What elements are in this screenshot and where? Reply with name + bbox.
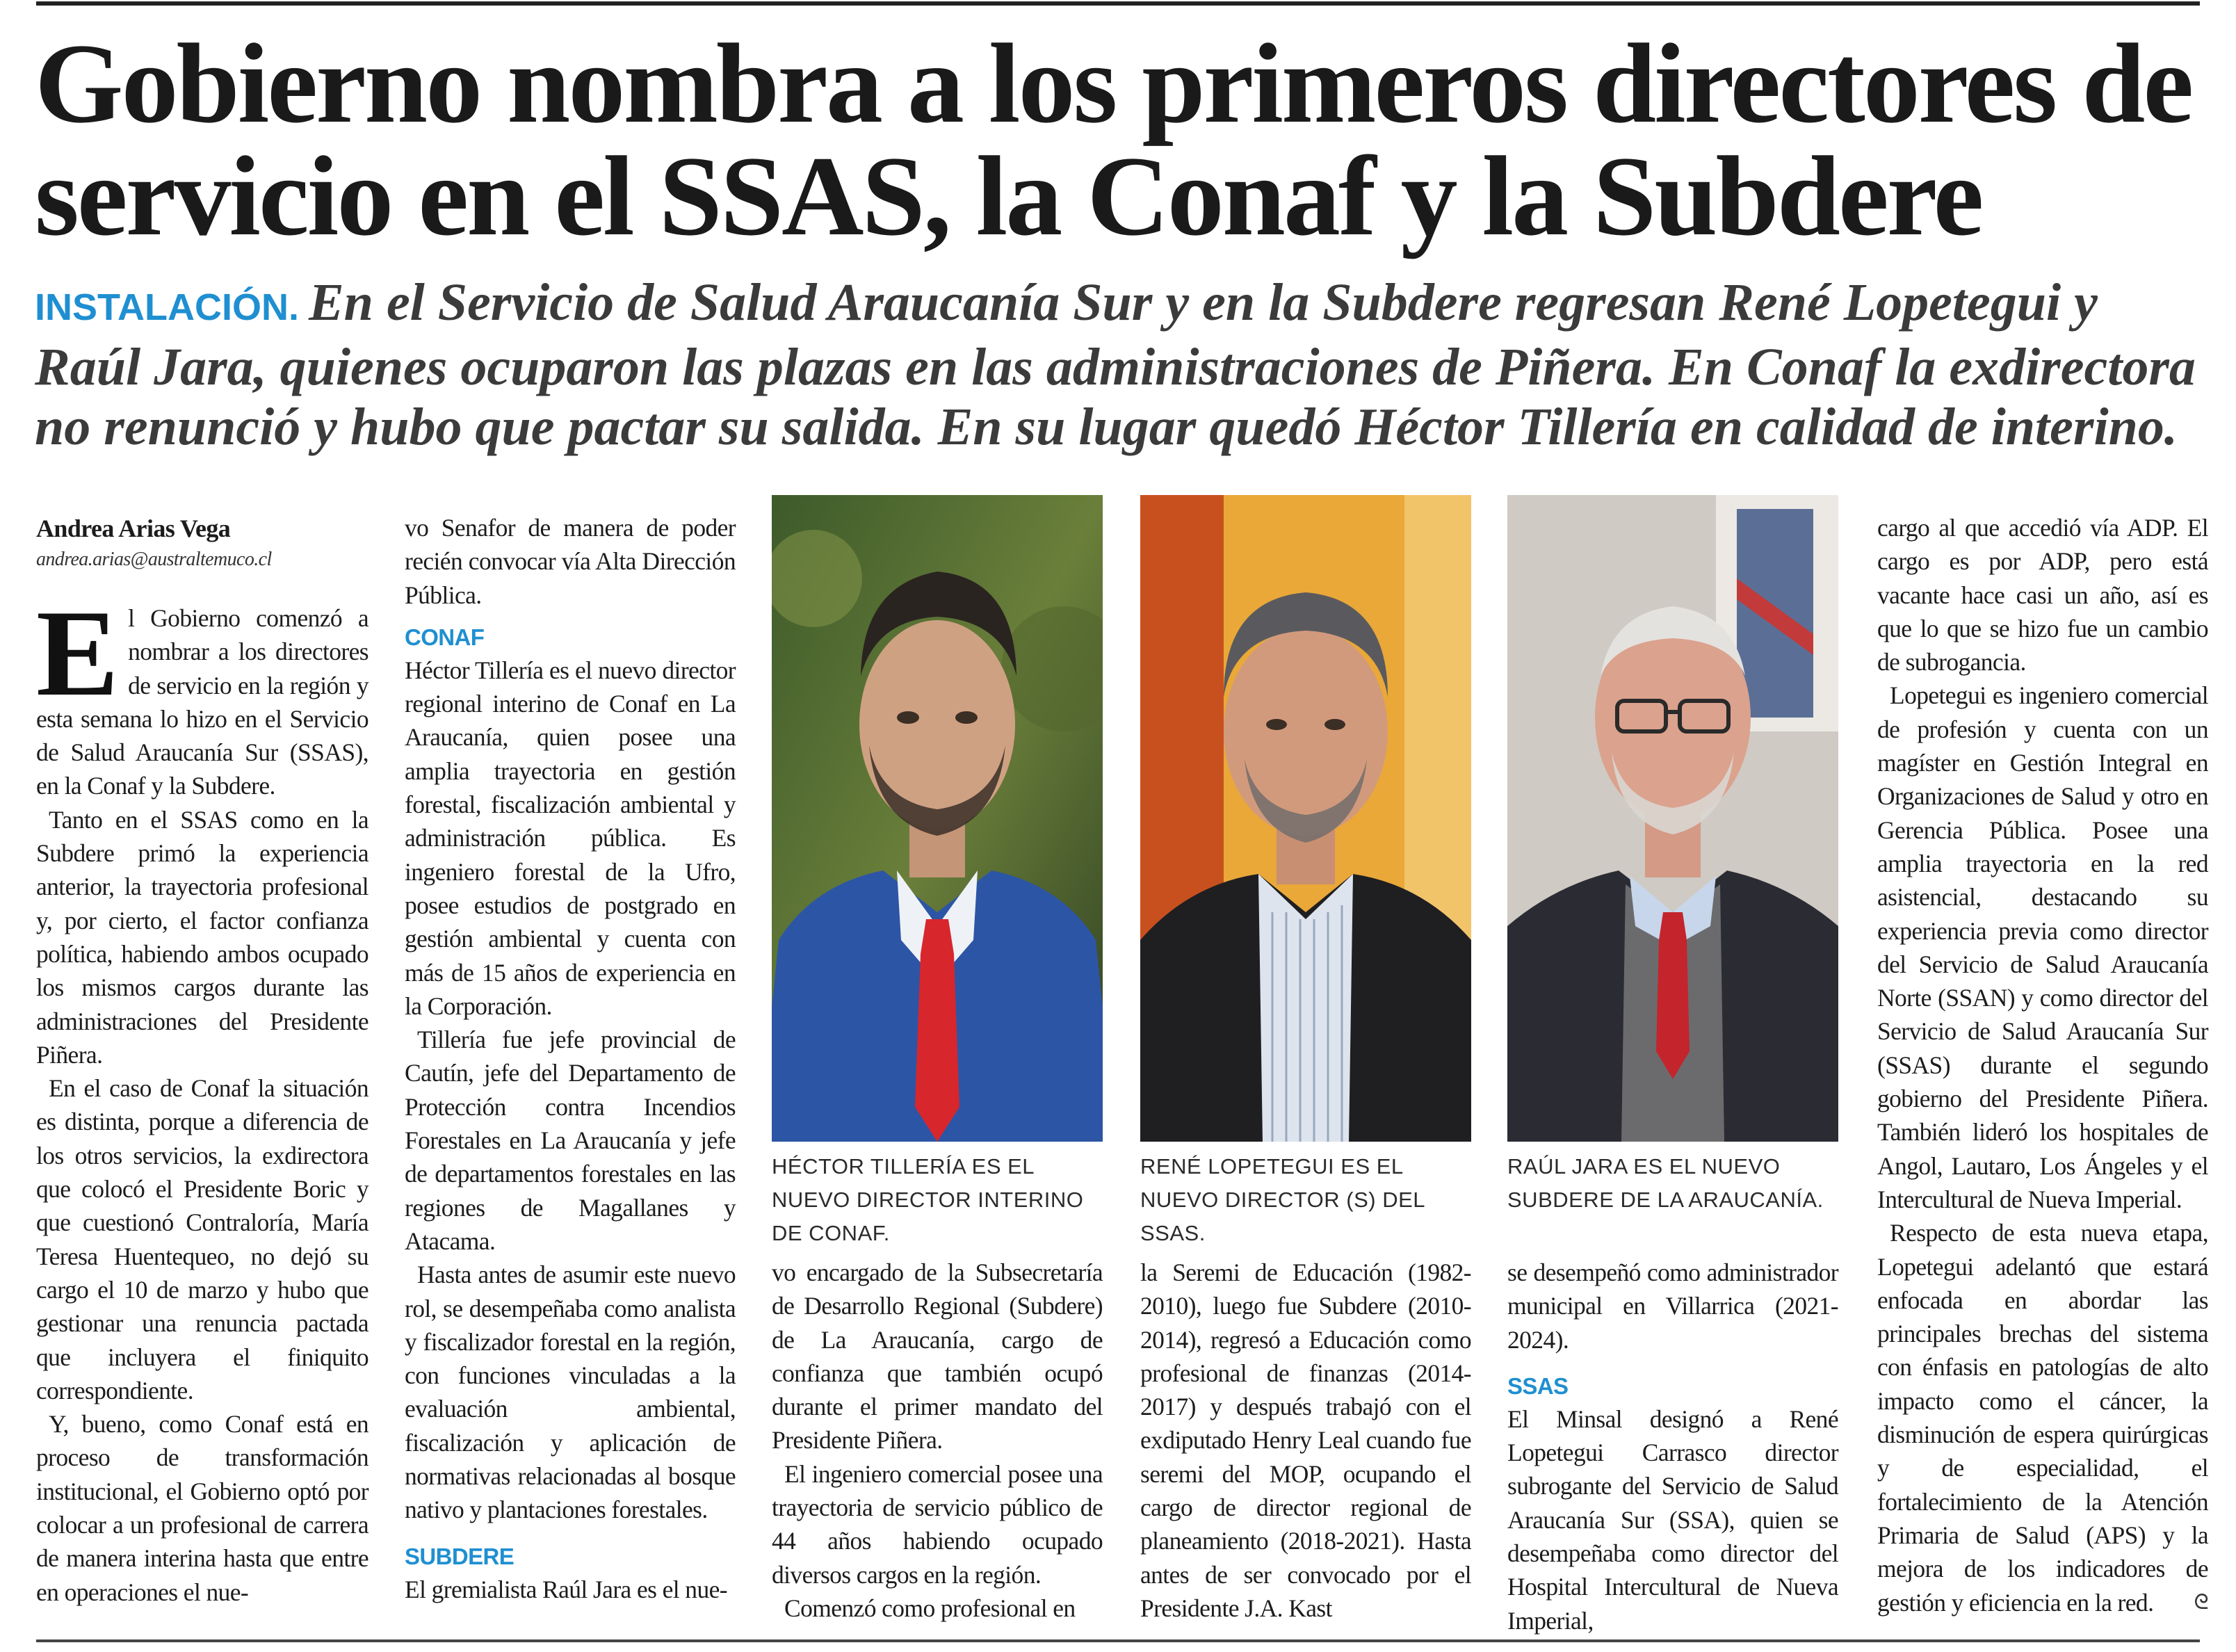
column-1 — [36, 511, 368, 1609]
col1-paragraph-2: Tanto en el SSAS como en la Subdere primó la experiencia anterior, la trayectoria profesional y, por cierto, el factor confianza política, habiendo ambos ocupado los mismos cargos durante las administraciones del Presidente Piñera. — [36, 805, 368, 1069]
dropcap: E — [36, 584, 119, 722]
deck — [35, 273, 2204, 457]
byline-email[interactable]: andrea.arias@australtemuco.cl — [36, 549, 272, 570]
caption-photo-3: RAÚL JARA ES EL NUEVO SUBDERE DE LA ARAUCANÍA. — [1507, 1154, 1824, 1212]
col2-paragraph-5: El gremialista Raúl Jara es el nue- — [405, 1575, 727, 1603]
col5-paragraph-1: se desempeñó como administrador municipal en Villarrica (2021-2024). — [1507, 1258, 1838, 1354]
photo-hector-tilleria — [772, 495, 1103, 1142]
col6-paragraph-2: Lopetegui es ingeniero comercial de profesión y cuenta con un magíster en Gestión Integral en Organizaciones de Salud y otro en Gerencia Pública. Posee una amplia trayectoria en la red asistencial, destacando su experiencia previa como director del Servicio de Salud Araucanía Norte (SSAN) y como director del Servicio de Salud Araucanía Sur (SSAS) durante el segundo gobierno del Presidente Piñera. También lideró los hospitales de Angol, Lautaro, Los Ángeles y el Intercultural de Nueva Imperial. — [1877, 681, 2208, 1213]
col4-paragraph-1: la Seremi de Educación (1982-2010), luego fue Subdere (2010-2014), regresó a Educación como profesional de finanzas (2014-2017) y después trabajó con el exdiputado Henry Leal cuando fue seremi del MOP, ocupando el cargo de director regional de planeamiento (2018-2021). Hasta antes de ser convocado por el Presidente J.A. Kast — [1140, 1258, 1471, 1622]
col3-paragraph-3: Comenzó como profesional en — [784, 1594, 1076, 1622]
subhead-subdere: SUBDERE — [405, 1543, 515, 1569]
column-5 — [1507, 1256, 1838, 1637]
byline-name: Andrea Arias Vega — [36, 515, 231, 542]
headline: Gobierno nombra a los primeros directores de servicio en el SSAS, la Conaf y la Subdere — [35, 21, 2192, 259]
col2-paragraph-2: Héctor Tillería es el nuevo director regional interino de Conaf en La Araucanía, quien posee una amplia trayectoria en gestión forestal, fiscalización ambiental y administración pública. Es ingeniero forestal de la Ufro, posee estudios de postgrado en gestión ambiental y cuenta con más de 15 años de experiencia en la Corporación. — [405, 656, 736, 1020]
subhead-ssas: SSAS — [1507, 1372, 1569, 1399]
col1-paragraph-4: Y, bueno, como Conaf está en proceso de transformación institucional, el Gobierno optó por colocar a un profesional de carrera de manera interina hasta que entre en operaciones el nue- — [36, 1410, 368, 1606]
portrait-2-illustration — [1140, 495, 1471, 1142]
photo-rene-lopetegui — [1140, 495, 1471, 1142]
bottom-rule — [36, 1639, 2200, 1642]
col2-paragraph-1: vo Senafor de manera de poder recién convocar vía Alta Dirección Pública. — [405, 514, 736, 609]
caption-photo-2: RENÉ LOPETEGUI ES EL NUEVO DIRECTOR (S) DEL SSAS. — [1140, 1154, 1425, 1245]
column-6 — [1877, 511, 2208, 1619]
photo-raul-jara — [1507, 495, 1838, 1142]
column-4 — [1140, 1256, 1471, 1625]
col3-paragraph-2: El ingeniero comercial posee una trayectoria de servicio público de 44 años habiendo ocupado diversos cargos en la región. — [772, 1459, 1103, 1589]
caption-photo-1: HÉCTOR TILLERÍA ES EL NUEVO DIRECTOR INTERINO DE CONAF. — [772, 1154, 1084, 1245]
col6-paragraph-3 — [1877, 1216, 2208, 1619]
col2-paragraph-3: Tillería fue jefe provincial de Cautín, jefe del Departamento de Protección contra Incendios Forestales en La Araucanía y jefe de departamentos forestales en las regiones de Magallanes y Atacama. — [405, 1026, 736, 1255]
col1-paragraph-3: En el caso de Conaf la situación es distinta, porque a diferencia de los otros servicios, la exdirectora que colocó el Presidente Boric y que cuestionó Contraloría, María Teresa Huentequeo, no dejó su cargo el 10 de marzo y hubo que gestionar una renuncia pactada que incluyera el finiquito correspondiente. — [36, 1074, 368, 1404]
subhead-conaf: CONAF — [405, 624, 485, 650]
top-rule — [36, 1, 2200, 6]
col1-paragraph-1: l Gobierno comenzó a nombrar a los directores de servicio en la región y esta semana lo hizo en el Servicio de Salud Araucanía Sur (SSAS), en la Conaf y la Subdere. — [36, 604, 368, 800]
portrait-1-illustration — [772, 495, 1103, 1142]
column-3 — [772, 1256, 1103, 1625]
end-mark-icon: ᘓ — [2194, 1590, 2208, 1614]
column-2 — [405, 511, 736, 1606]
col5-paragraph-2: El Minsal designó a René Lopetegui Carrasco director subrogante del Servicio de Salud Araucanía Sur (SSA), quien se desempeñaba como director del Hospital Intercultural de Nueva Imperial, — [1507, 1404, 1838, 1635]
col2-paragraph-4: Hasta antes de asumir este nuevo rol, se desempeñaba como analista y fiscalizador forestal en la región, con funciones vinculadas a la evaluación ambiental, fiscalización y aplicación de normativas relacionadas al bosque nativo y plantaciones forestales. — [405, 1261, 736, 1524]
deck-text: En el Servicio de Salud Araucanía Sur y en la Subdere regresan René Lopetegui y Raúl Jara, quienes ocuparon las plazas en las administraciones de Piñera. En Conaf la exdirectora no renunció y hubo que pactar su salida. En su lugar quedó Héctor Tillería en calidad de interino. — [35, 273, 2196, 456]
col6-paragraph-1: cargo al que accedió vía ADP. El cargo es por ADP, pero está vacante hace casi un año, así es que lo que se hizo fue un cambio de subrogancia. — [1877, 514, 2208, 677]
col3-paragraph-1: vo encargado de la Subsecretaría de Desarrollo Regional (Subdere) de La Araucanía, cargo de confianza que también ocupó durante el primer mandato del Presidente Piñera. — [772, 1258, 1103, 1455]
deck-kicker: INSTALACIÓN. — [35, 286, 299, 328]
portrait-3-illustration — [1507, 495, 1838, 1142]
col6-paragraph-3-text: Respecto de esta nueva etapa, Lopetegui adelantó que estará enfocada en abordar las principales brechas del sistema con énfasis en patologías de alto impacto como el cáncer, la disminución de espera quirúrgicas y de especialidad, el fortalecimiento de la Atención Primaria de Salud (APS) y la mejora de los indicadores de gestión y eficiencia en la red. — [1877, 1219, 2208, 1617]
